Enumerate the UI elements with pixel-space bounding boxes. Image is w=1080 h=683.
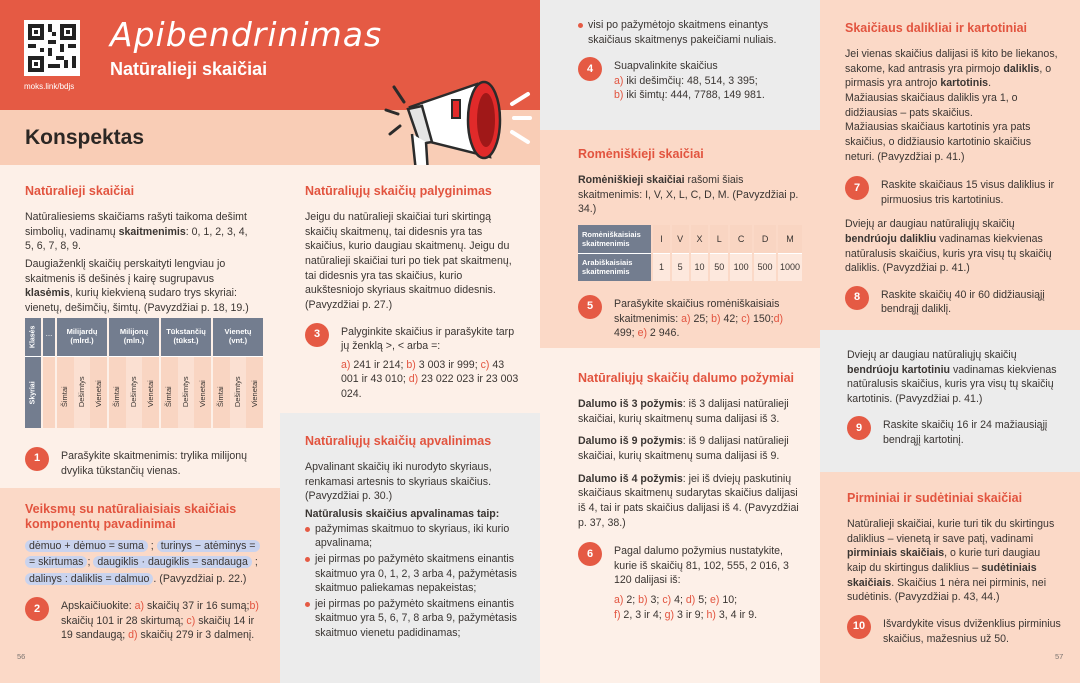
class-header: Tūkstančių (tūkst.)	[161, 318, 211, 356]
paragraph: Dalumo iš 4 požymis: jei iš dviejų paskutinių skaičiaus skaitmenų sudarytas skaičius dalijasi iš 4, tai ir pats skaičius dalijasi iš 4. (Pavyzdžiai p. 37, 38.)	[578, 472, 799, 529]
exercise-text: Parašykite skaičius romėniškaisiais skaitmenimis: a) 25; b) 42; c) 150;d) 499; e) 2 946.	[614, 298, 784, 340]
place-cell: Vienetai	[246, 357, 263, 428]
paragraph: Jeigu du natūralieji skaičiai turi skirtingą skaičių skaitmenų, tai didesnis yra tas skaičius, kurio daugiau skaitmenų. Jeigu du natūralieji skaičiai turi po tiek pat skaitmenų, tai didesnis yra tas skaičius, kurio aukštesniojo skyriaus skaitmuo didesnis. (Pavyzdžiai p. 27.)	[305, 211, 512, 311]
row-label: Arabiškaisiais skaitmenimis	[578, 253, 652, 281]
paragraph: Dalumo iš 9 požymis: iš 9 dalijasi natūralieji skaičiai, kurių skaitmenų suma dalijasi iš 9.	[578, 435, 789, 463]
exercise-number: 6	[578, 542, 602, 566]
qr-code-icon	[28, 24, 76, 72]
paragraph: Daugiaženklį skaičių perskaityti lengviau jo skaitmenis iš dešinės į kairę sugrupavus klasėmis, kurių kiekvieną sudaro trys skyriai: vienetų, dešimčių, šimtų. (Pavyzdžiai p. 18, 19.)	[25, 258, 249, 314]
paragraph: Dviejų ar daugiau natūraliųjų skaičių bendrúoju kartotiniu vadinamas kiekvienas natūralusis skaičius, kuris yra visų tų skaičių kartotinis. (Pavyzdžiai p. 41.)	[847, 349, 1057, 405]
exercise-number: 8	[845, 286, 869, 310]
block-palyginimas	[280, 165, 540, 413]
list-item: jei pirmas po pažymėto skaitmens einantis skaitmuo yra 0, 1, 2, 3 arba 4, pažymėtasis skaitmuo paliekamas nepakeistas;	[305, 552, 520, 596]
arabic-cell: 5	[671, 253, 690, 281]
exercise-text: Išvardykite visus dviženklius pirminius skaičius, mažesnius už 50.	[883, 617, 1061, 645]
section-heading: Konspektas	[25, 126, 145, 149]
place-cell: Vienetai	[194, 357, 211, 428]
exercise-text: Raskite skaičiaus 15 visus daliklius ir pirmuosius tris kartotinius.	[881, 179, 1055, 206]
paragraph: Jei vienas skaičius dalijasi iš kito be liekanos, sakome, kad antrasis yra pirmojo daliklis, o pirmasis yra antrojo kartotinis.	[845, 48, 1058, 90]
arabic-cell: 1	[652, 253, 671, 281]
list-item: pažymimas skaitmuo to skyriaus, iki kurio apvalinama;	[305, 522, 520, 551]
place-cell: Šimtai	[109, 357, 126, 428]
block-romeniskieji	[540, 130, 820, 348]
class-header: Milijonų (mln.)	[109, 318, 159, 356]
block-dalumas	[540, 348, 820, 683]
roman-cell: D	[753, 225, 777, 253]
block-apvalinimas-cont	[540, 0, 820, 130]
paragraph: Mažiausias skaičiaus daliklis yra 1, o didžiausias – pats skaičius.	[845, 92, 1018, 119]
paragraph: Mažiausias skaičiaus kartotinis yra pats skaičius, o didžiausio kartotinio skaičius neturi. (Pavyzdžiai p. 41.)	[845, 121, 1032, 163]
list-item: visi po pažymėtojo skaitmens einantys skaičiaus skaitmenys pakeičiami nuliais.	[578, 18, 800, 47]
paragraph: Natūralieji skaičiai, kurie turi tik du skirtingus daliklius – vienetą ir save patį, vadinami pirminiais skaičiais, o kurie turi daugiau kaip du skirtingus daliklius – sudėtiniais skaičiais. Skaičius 1 nėra nei pirminis, nei sudėtinis. (Pavyzdžiai p. 43, 44.)	[847, 518, 1055, 604]
place-value-table	[25, 318, 263, 428]
exercise-text: Raskite skaičių 40 ir 60 didžiausiąjį bendrąjį daliklį.	[881, 288, 1045, 316]
roman-cell: V	[671, 225, 690, 253]
exercise-number: 7	[845, 176, 869, 200]
block-title: Natūraliųjų skaičių apvalinimas	[305, 434, 492, 448]
paragraph: Natūraliesiems skaičiams rašyti taikoma dešimt simbolių, vadinamų skaitmenimis: 0, 1, 2, 3, 4, 5, 6, 7, 8, 9.	[25, 211, 248, 253]
class-column	[161, 318, 211, 428]
row-label-classes: Klasės	[25, 318, 41, 356]
paragraph: dėmuo + dėmuo = suma ; turinys − atėminys = = skirtumas ; daugiklis · daugiklis = sandauga ; dalinys : daliklis = dalmuo . (Pavyzdžiai p. 22.)	[25, 538, 260, 587]
roman-cell: M	[777, 225, 802, 253]
arabic-cell: 1000	[777, 253, 802, 281]
page-subtitle: Natūralieji skaičiai	[110, 59, 268, 79]
block-apvalinimas-top	[280, 413, 540, 683]
block-naturalieji	[0, 165, 280, 488]
exercise-text: Parašykite skaitmenimis: trylika milijonų dvylika tūkstančių vienas.	[61, 450, 248, 477]
paragraph: Dalumo iš 3 požymis: iš 3 dalijasi natūralieji skaičiai, kurių skaitmenų suma dalijasi iš 3.	[578, 398, 789, 425]
exercise-text: Apskaičiuokite: a) skaičių 37 ir 16 sumą;b) skaičių 101 ir 28 skirtumą; c) skaičių 14 ir 19 sandaugą; d) skaičių 279 ir 3 dalmenį.	[61, 600, 259, 642]
class-column	[109, 318, 159, 428]
place-cell: Šimtai	[161, 357, 178, 428]
place-cell: Šimtai	[57, 357, 74, 428]
class-header: Vienetų (vnt.)	[213, 318, 263, 356]
qr-url[interactable]: moks.link/bdjs	[24, 82, 75, 91]
megaphone-icon	[382, 62, 532, 182]
roman-cell: I	[652, 225, 671, 253]
place-cell: Dešimtys	[178, 357, 195, 428]
roman-cell: L	[709, 225, 729, 253]
exercise-number: 3	[305, 323, 329, 347]
block-veiksmai	[0, 488, 280, 683]
block-title: Natūraliųjų skaičių dalumo požymiai	[578, 371, 795, 385]
block-pirminiai	[820, 472, 1080, 683]
paragraph: Romėniškieji skaičiai rašomi šiais skaitmenimis: I, V, X, L, C, D, M. (Pavyzdžiai p. 34.)	[578, 174, 799, 216]
exercise-text: Palyginkite skaičius ir parašykite tarp jų ženklą >, < arba =: a) 241 ir 214; b) 3 003 ir 999; c) 43 001 ir 43 010; d) 23 022 023 ir 23 003 024.	[341, 325, 519, 400]
exercise-text: Pagal dalumo požymius nustatykite, kurie iš skaičių 81, 102, 555, 2 016, 3 120 dalijasi iš: a) 2; b) 3; c) 4; d) 5; e) 10; f) 2, 3 ir 4; g) 3 ir 9; h) 3, 4 ir 9.	[614, 545, 789, 621]
exercise-number: 5	[578, 295, 602, 319]
exercise-number: 9	[847, 416, 871, 440]
exercise-number: 2	[25, 597, 49, 621]
arabic-cell: 500	[753, 253, 777, 281]
exercise-text: Suapvalinkite skaičius a) iki dešimčių: 48, 514, 3 395; b) iki šimtų: 444, 7788, 149 981.	[614, 60, 765, 102]
page-number-right: 57	[1055, 652, 1064, 661]
place-cell: Šimtai	[213, 357, 230, 428]
class-header: Milijardų (mlrd.)	[57, 318, 107, 356]
class-column	[213, 318, 263, 428]
exercise-text: Raskite skaičių 16 ir 24 mažiausiąjį bendrąjį kartotinį.	[883, 419, 1048, 447]
place-cell: Vienetai	[90, 357, 107, 428]
block-title: Natūralieji skaičiai	[25, 184, 135, 198]
place-cell: Dešimtys	[126, 357, 143, 428]
place-cell: Dešimtys	[74, 357, 91, 428]
block-kartotinis	[820, 330, 1080, 472]
class-column	[57, 318, 107, 428]
block-title: Skaičiaus dalikliai ir kartotiniai	[845, 21, 1028, 35]
exercise-number: 10	[847, 615, 871, 639]
arabic-cell: 10	[690, 253, 710, 281]
rule-heading: Natūralusis skaičius apvalinamas taip:	[305, 508, 500, 521]
block-title: Romėniškieji skaičiai	[578, 147, 704, 161]
paragraph: Apvalinant skaičių iki nurodyto skyriaus, renkamasi artesnis to skyriaus skaičius. (Pavyzdžiai p. 30.)	[305, 461, 492, 503]
dots-cell: ...	[43, 318, 55, 356]
row-label-places: Skyriai	[25, 356, 41, 428]
block-title: Pirminiai ir sudėtiniai skaičiai	[847, 491, 1023, 505]
row-label: Romėniškaisiais skaitmenimis	[578, 225, 652, 253]
qr-code[interactable]	[24, 20, 80, 76]
block-title: Veiksmų su natūraliaisiais skaičiais komponentų pavadinimai	[25, 502, 237, 531]
place-cell: Dešimtys	[230, 357, 247, 428]
block-dalikliai	[820, 0, 1080, 330]
page-title: Apibendrinimas	[110, 15, 383, 54]
block-title: Natūraliųjų skaičių palyginimas	[305, 184, 492, 198]
page-number-left: 56	[17, 652, 26, 661]
roman-table	[578, 225, 802, 281]
roman-cell: C	[729, 225, 753, 253]
rule-list	[305, 522, 520, 641]
place-cell: Vienetai	[142, 357, 159, 428]
paragraph: Dviejų ar daugiau natūraliųjų skaičių bendrúoju dalikliu vadinamas kiekvienas natūralusis skaičius, kuris yra visų tų skaičių daliklis. (Pavyzdžiai p. 41.)	[845, 218, 1052, 275]
arabic-cell: 100	[729, 253, 753, 281]
exercise-number: 4	[578, 57, 602, 81]
list-item: jei pirmas po pažymėto skaitmens einantis skaitmuo yra 5, 6, 7, 8 arba 9, pažymėtasis skaitmuo vienetu padidinamas;	[305, 597, 520, 641]
exercise-number: 1	[25, 447, 49, 471]
megaphone-illustration	[382, 62, 532, 182]
arabic-cell: 50	[709, 253, 729, 281]
roman-cell: X	[690, 225, 710, 253]
